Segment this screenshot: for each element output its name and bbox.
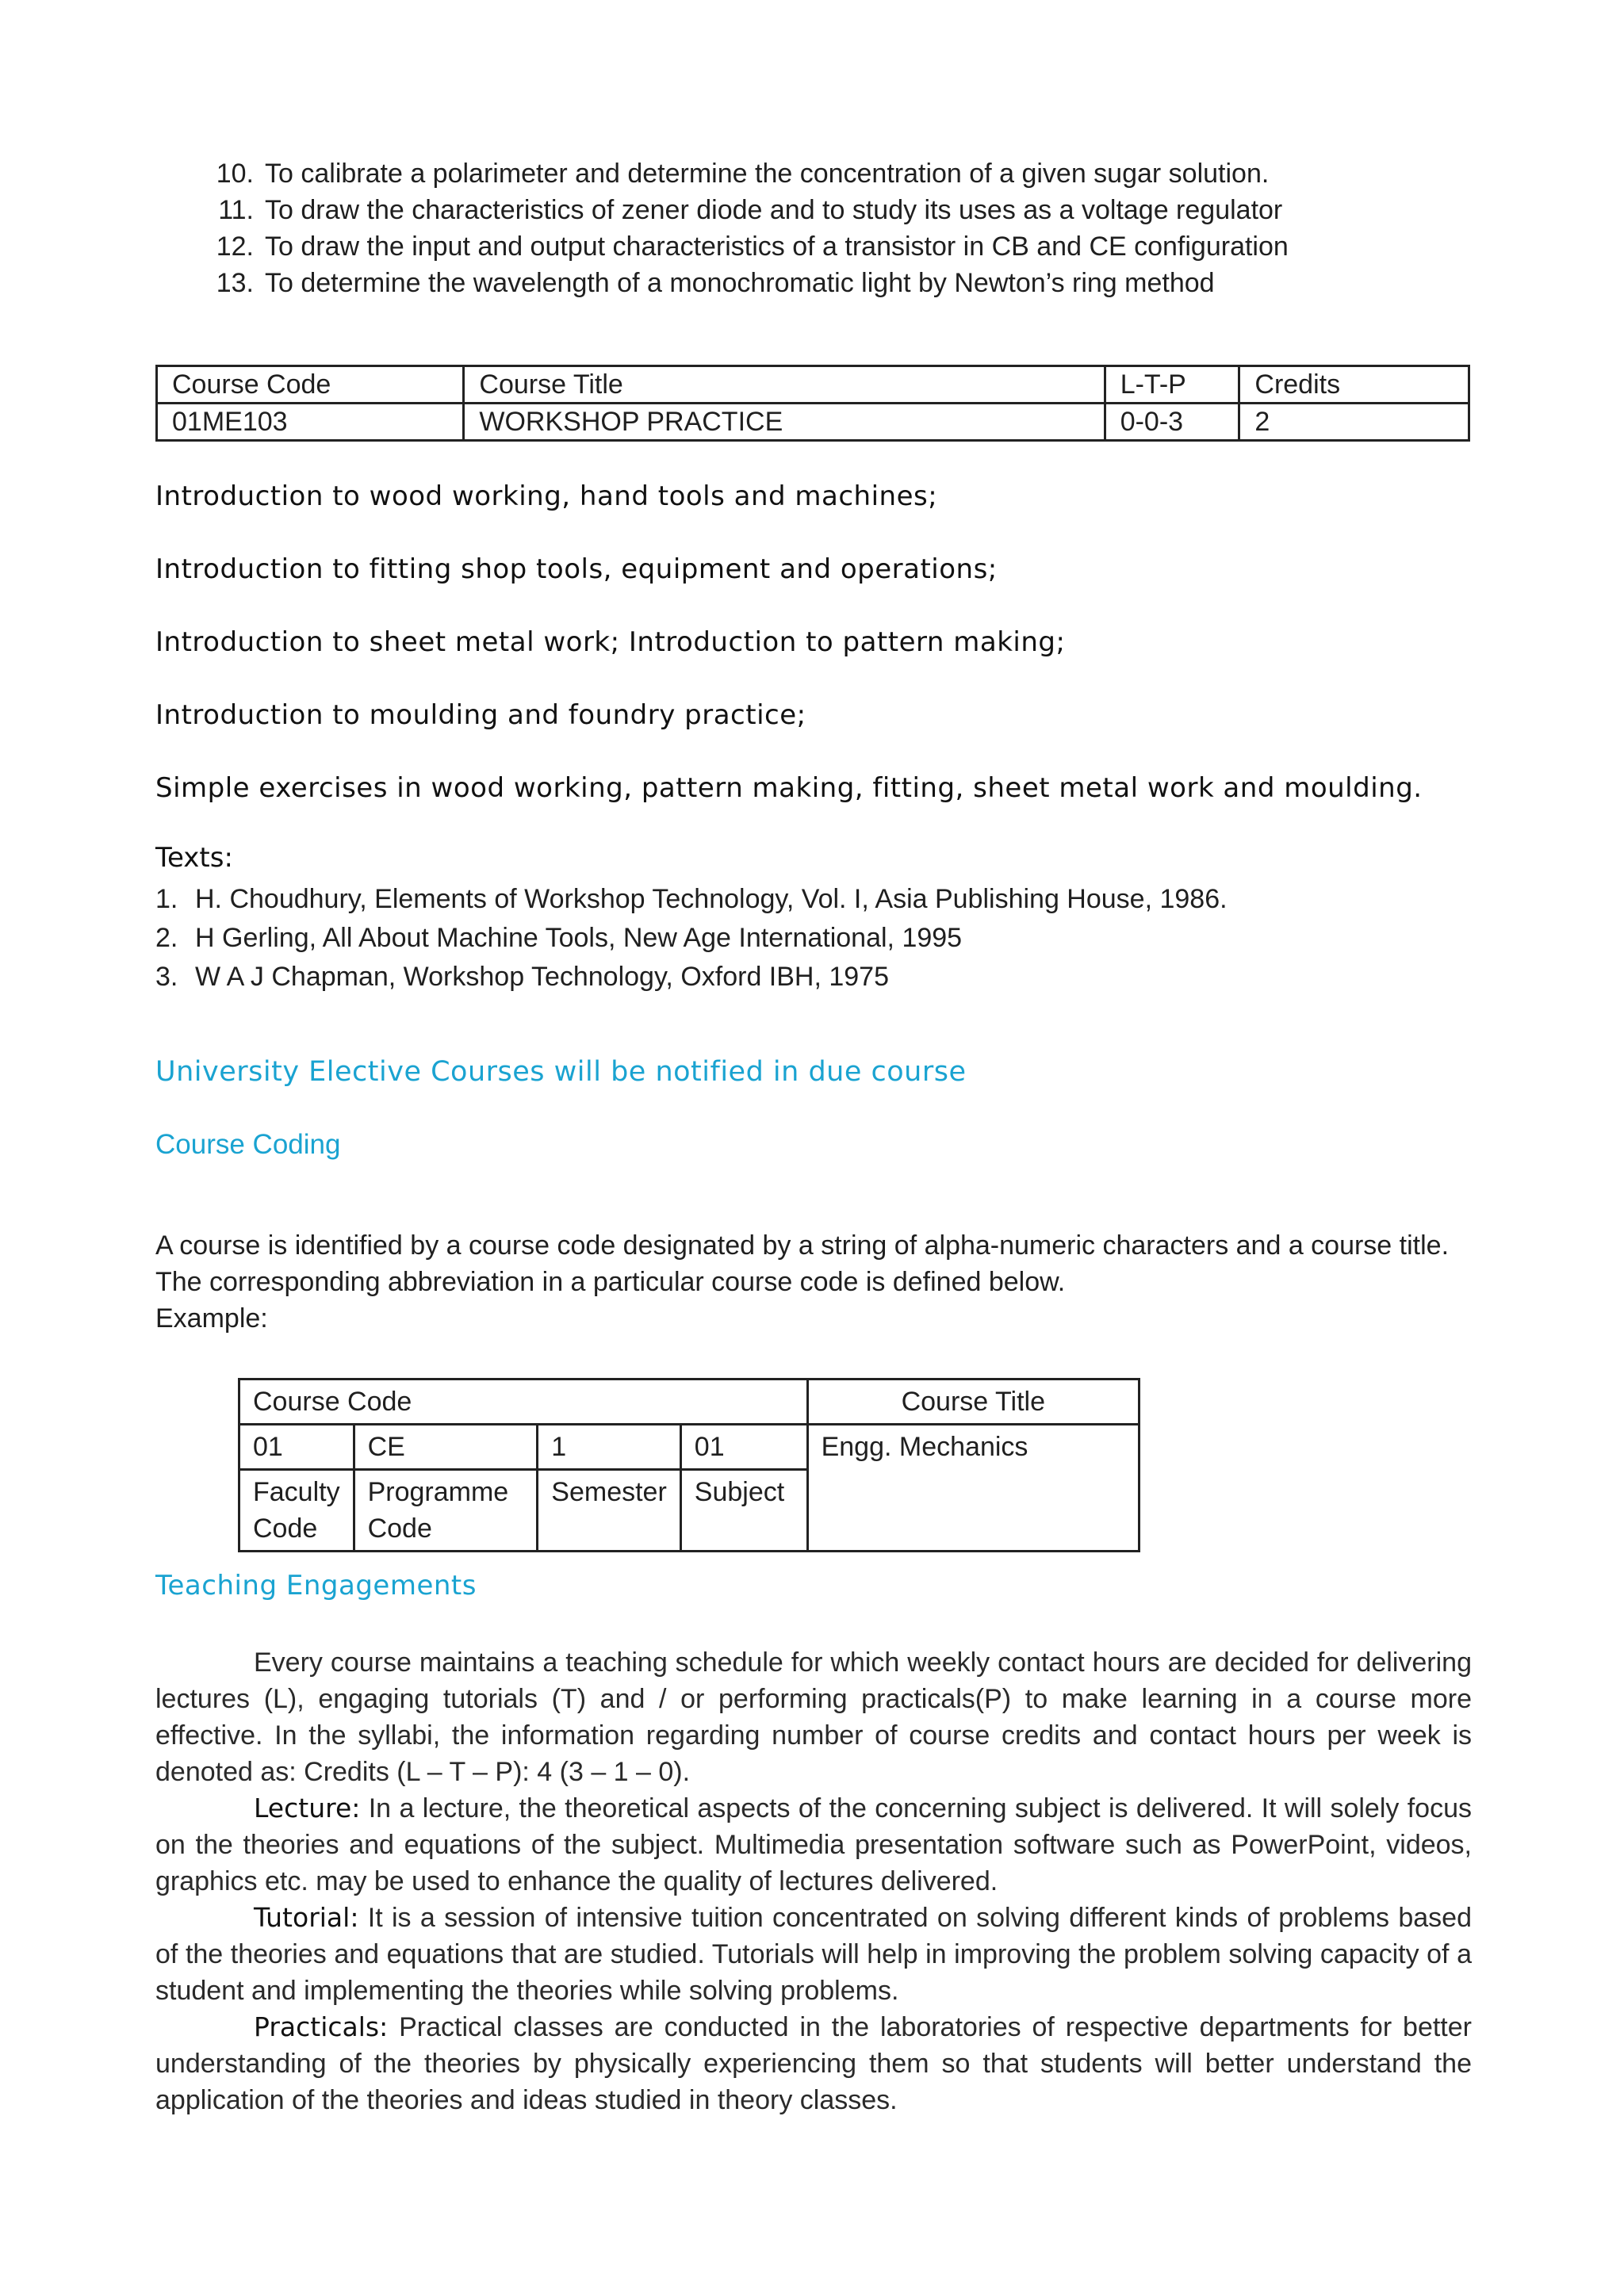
table-cell: 01 <box>239 1425 354 1470</box>
list-text: H Gerling, All About Machine Tools, New Age International, 1995 <box>195 923 963 953</box>
list-number: 2. <box>155 923 178 953</box>
list-number: 3. <box>155 962 178 992</box>
intro-line: Introduction to fitting shop tools, equipment and operations; <box>155 553 998 585</box>
paragraph-text: In a lecture, the theoretical aspects of the concerning subject is delivered. It will solely focus on the theories and equations of the subject. Multimedia presentation software such as PowerPoint, videos, graphics etc. may be used to enhance the quality of lectures delivered. <box>155 1793 1472 1896</box>
list-item <box>203 192 1472 228</box>
paragraph: Every course maintains a teaching schedule for which weekly contact hours are decided for delivering lectures (L), engaging tutorials (T) and / or performing practicals(P) to make learning in a course more effective. In the syllabi, the information regarding number of course credits and contact hours per week is denoted as: Credits (L – T – P): 4 (3 – 1 – 0). <box>155 1647 1472 1787</box>
list-text: To draw the input and output characteristics of a transistor in CB and CE configuration <box>265 232 1289 262</box>
intro-line: Introduction to wood working, hand tools and machines; <box>155 480 938 512</box>
table-row <box>239 1425 1139 1470</box>
paragraph-lecture <box>155 1790 1472 1900</box>
course-table <box>155 365 1470 442</box>
table-header-cell: L-T-P <box>1105 366 1239 404</box>
table-header-cell: Course Code <box>239 1380 808 1425</box>
section-heading-teaching: Teaching Engagements <box>155 1570 477 1601</box>
list-text: To draw the characteristics of zener diode and to study its uses as a voltage regulator <box>265 195 1283 225</box>
table-header-cell: Course Title <box>464 366 1105 404</box>
table-header-cell: Course Title <box>807 1380 1139 1425</box>
table-cell: Programme Code <box>354 1470 538 1552</box>
table-cell: 2 <box>1239 404 1469 441</box>
table-cell: 1 <box>538 1425 681 1470</box>
intro-line: Simple exercises in wood working, pattern making, fitting, sheet metal work and moulding. <box>155 772 1423 804</box>
table-cell: CE <box>354 1425 538 1470</box>
reference-list <box>155 880 1503 997</box>
list-number: 12. <box>216 232 254 262</box>
term-label: Tutorial: <box>254 1902 359 1933</box>
list-number: 11. <box>218 195 254 225</box>
table-header-cell: Credits <box>1239 366 1469 404</box>
section-heading-course-coding: Course Coding <box>155 1129 341 1160</box>
table-cell: Subject <box>680 1470 807 1552</box>
list-item <box>155 919 1503 958</box>
intro-line: Introduction to sheet metal work; Introduction to pattern making; <box>155 626 1066 658</box>
paragraph-practicals <box>155 2009 1472 2118</box>
table-cell: Engg. Mechanics <box>807 1425 1139 1552</box>
table-cell: 0-0-3 <box>1105 404 1239 441</box>
course-coding-paragraph <box>155 1227 1472 1337</box>
table-cell: 01ME103 <box>157 404 464 441</box>
list-text: To determine the wavelength of a monochromatic light by Newton’s ring method <box>265 268 1215 298</box>
table-cell: Semester <box>538 1470 681 1552</box>
list-number: 1. <box>155 884 178 914</box>
table-cell: WORKSHOP PRACTICE <box>464 404 1105 441</box>
list-item <box>155 958 1503 997</box>
example-course-code-table <box>238 1378 1140 1552</box>
paragraph-line: Example: <box>155 1303 268 1334</box>
table-cell: 01 <box>680 1425 807 1470</box>
paragraph-text: Practical classes are conducted in the laboratories of respective departments for better understanding of the theories by physically experiencing them so that students will better understand the application of the theories and ideas studied in theory classes. <box>155 2012 1472 2115</box>
paragraph-text: It is a session of intensive tuition concentrated on solving different kinds of problems based of the theories and equations that are studied. Tutorials will help in improving the problem solving capacity of a student and implementing the theories while solving problems. <box>155 1903 1473 2006</box>
texts-heading: Texts: <box>155 842 233 874</box>
list-text: W A J Chapman, Workshop Technology, Oxford IBH, 1975 <box>195 962 890 992</box>
list-text: H. Choudhury, Elements of Workshop Technology, Vol. I, Asia Publishing House, 1986. <box>195 884 1228 914</box>
experiment-list <box>203 155 1472 301</box>
section-heading-electives: University Elective Courses will be notified in due course <box>155 1056 967 1088</box>
table-cell: Faculty Code <box>239 1470 354 1552</box>
list-number: 13. <box>216 268 254 298</box>
paragraph-line: A course is identified by a course code designated by a string of alpha-numeric characters and a course title. <box>155 1230 1450 1261</box>
list-item <box>155 880 1503 919</box>
term-label: Practicals: <box>254 2011 389 2042</box>
table-header-row <box>157 366 1469 404</box>
paragraph-tutorial <box>155 1900 1472 2009</box>
table-header-cell: Course Code <box>157 366 464 404</box>
list-item <box>203 228 1472 265</box>
table-header-row <box>239 1380 1139 1425</box>
list-item <box>203 155 1472 192</box>
course-intro <box>155 473 1503 837</box>
list-item <box>203 265 1472 301</box>
list-number: 10. <box>216 159 254 189</box>
paragraph-line: The corresponding abbreviation in a particular course code is defined below. <box>155 1267 1066 1297</box>
intro-line: Introduction to moulding and foundry practice; <box>155 699 806 731</box>
table-row <box>157 404 1469 441</box>
term-label: Lecture: <box>254 1793 361 1823</box>
teaching-engagements-body <box>155 1644 1472 2118</box>
list-text: To calibrate a polarimeter and determine the concentration of a given sugar solution. <box>265 159 1270 189</box>
